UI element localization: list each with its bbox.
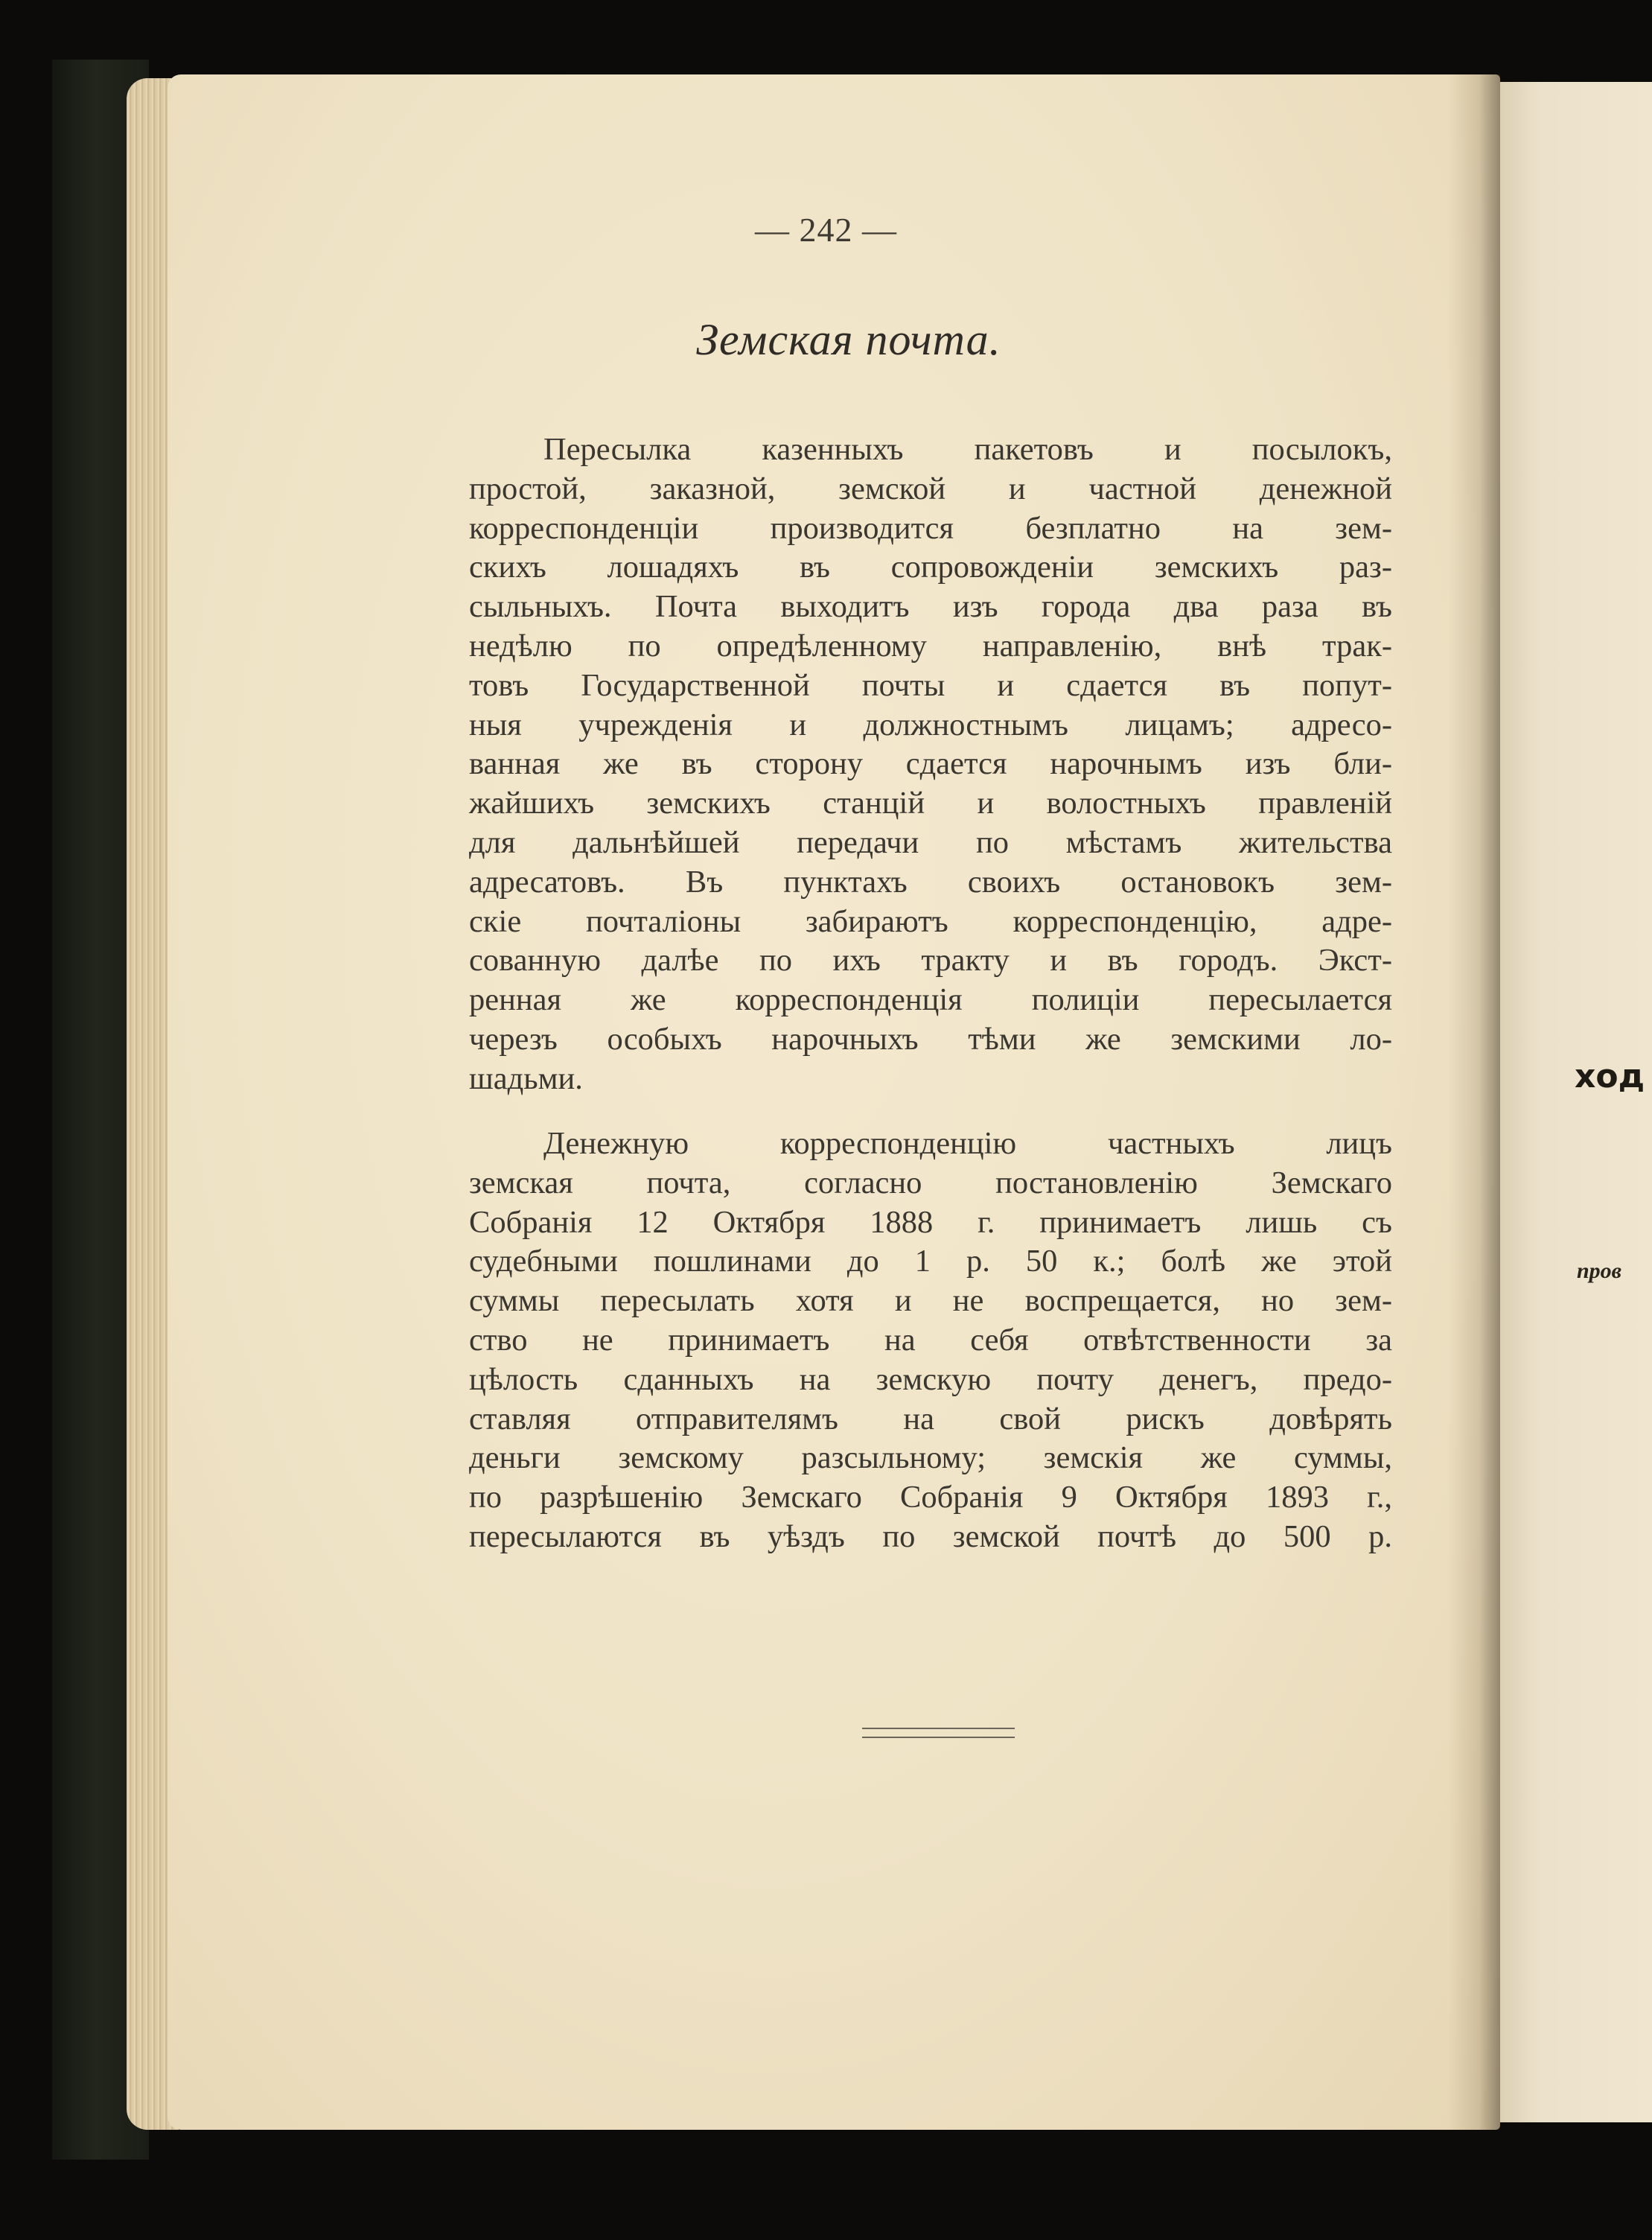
text-line: скихъ лошадяхъ въ сопровожденіи земскихъ раз- — [469, 550, 1392, 585]
text-line: для дальнѣйшей передачи по мѣстамъ жительства — [469, 824, 1392, 860]
text-line: деньги земскому разсыльному; земскія же суммы, — [469, 1440, 1392, 1476]
facing-page-heading-fragment: ход — [1575, 1057, 1645, 1095]
page-gutter-shadow — [1448, 74, 1500, 2130]
page-number: — 242 — — [755, 211, 897, 249]
text-line: земская почта, согласно постановленію Земскаго — [469, 1165, 1392, 1200]
section-divider — [862, 1728, 1015, 1738]
facing-page-text-fragment: пров — [1577, 1259, 1622, 1283]
text-line: ныя учрежденія и должностнымъ лицамъ; адресо- — [469, 707, 1392, 742]
text-line: Пересылка казенныхъ пакетовъ и посылокъ, — [543, 432, 1392, 467]
text-line: корреспонденціи производится безплатно на зем- — [469, 510, 1392, 546]
text-line: недѣлю по опредѣленному направленію, внѣ трак- — [469, 628, 1392, 664]
text-line: пересылаются въ уѣздъ по земской почтѣ до 500 р. — [469, 1518, 1392, 1554]
text-line: ванная же въ сторону сдается нарочнымъ изъ бли- — [469, 746, 1392, 782]
text-line: ство не принимаетъ на себя отвѣтственности за — [469, 1322, 1392, 1358]
facing-page — [1493, 82, 1652, 2122]
text-line: Денежную корреспонденцію частныхъ лицъ — [543, 1126, 1392, 1161]
text-line: шадьми. — [469, 1060, 583, 1096]
text-line: жайшихъ земскихъ станцій и волостныхъ правленій — [469, 786, 1392, 821]
page-heading: Земская почта. — [696, 315, 1001, 364]
text-line: цѣлость сданныхъ на земскую почту денегъ, предо- — [469, 1361, 1392, 1397]
text-line: ренная же корреспонденція полиціи пересылается — [469, 982, 1392, 1018]
paragraph-1 — [469, 430, 1392, 1099]
text-line: судебными пошлинами до 1 р. 50 к.; болѣ же этой — [469, 1244, 1392, 1279]
text-line: сованную далѣе по ихъ тракту и въ городъ. Экст- — [469, 943, 1392, 979]
text-line: суммы пересылать хотя и не воспрещается, но зем- — [469, 1283, 1392, 1319]
text-line: ставляя отправителямъ на свой рискъ довѣрять — [469, 1401, 1392, 1436]
text-line: скіе почталіоны забираютъ корреспонденцію, адре- — [469, 903, 1392, 939]
paragraph-2 — [469, 1124, 1392, 1557]
book-page — [168, 74, 1500, 2130]
text-line: Собранія 12 Октября 1888 г. принимаетъ лишь съ — [469, 1204, 1392, 1240]
text-line: товъ Государственной почты и сдается въ попут- — [469, 667, 1392, 703]
text-line: адресатовъ. Въ пунктахъ своихъ остановокъ зем- — [469, 864, 1392, 900]
text-line: по разрѣшенію Земскаго Собранія 9 Октября 1893 г., — [469, 1480, 1392, 1515]
text-line: черезъ особыхъ нарочныхъ тѣми же земскими ло- — [469, 1021, 1392, 1057]
text-line: простой, заказной, земской и частной денежной — [469, 471, 1392, 506]
text-line: сыльныхъ. Почта выходитъ изъ города два раза въ — [469, 589, 1392, 625]
